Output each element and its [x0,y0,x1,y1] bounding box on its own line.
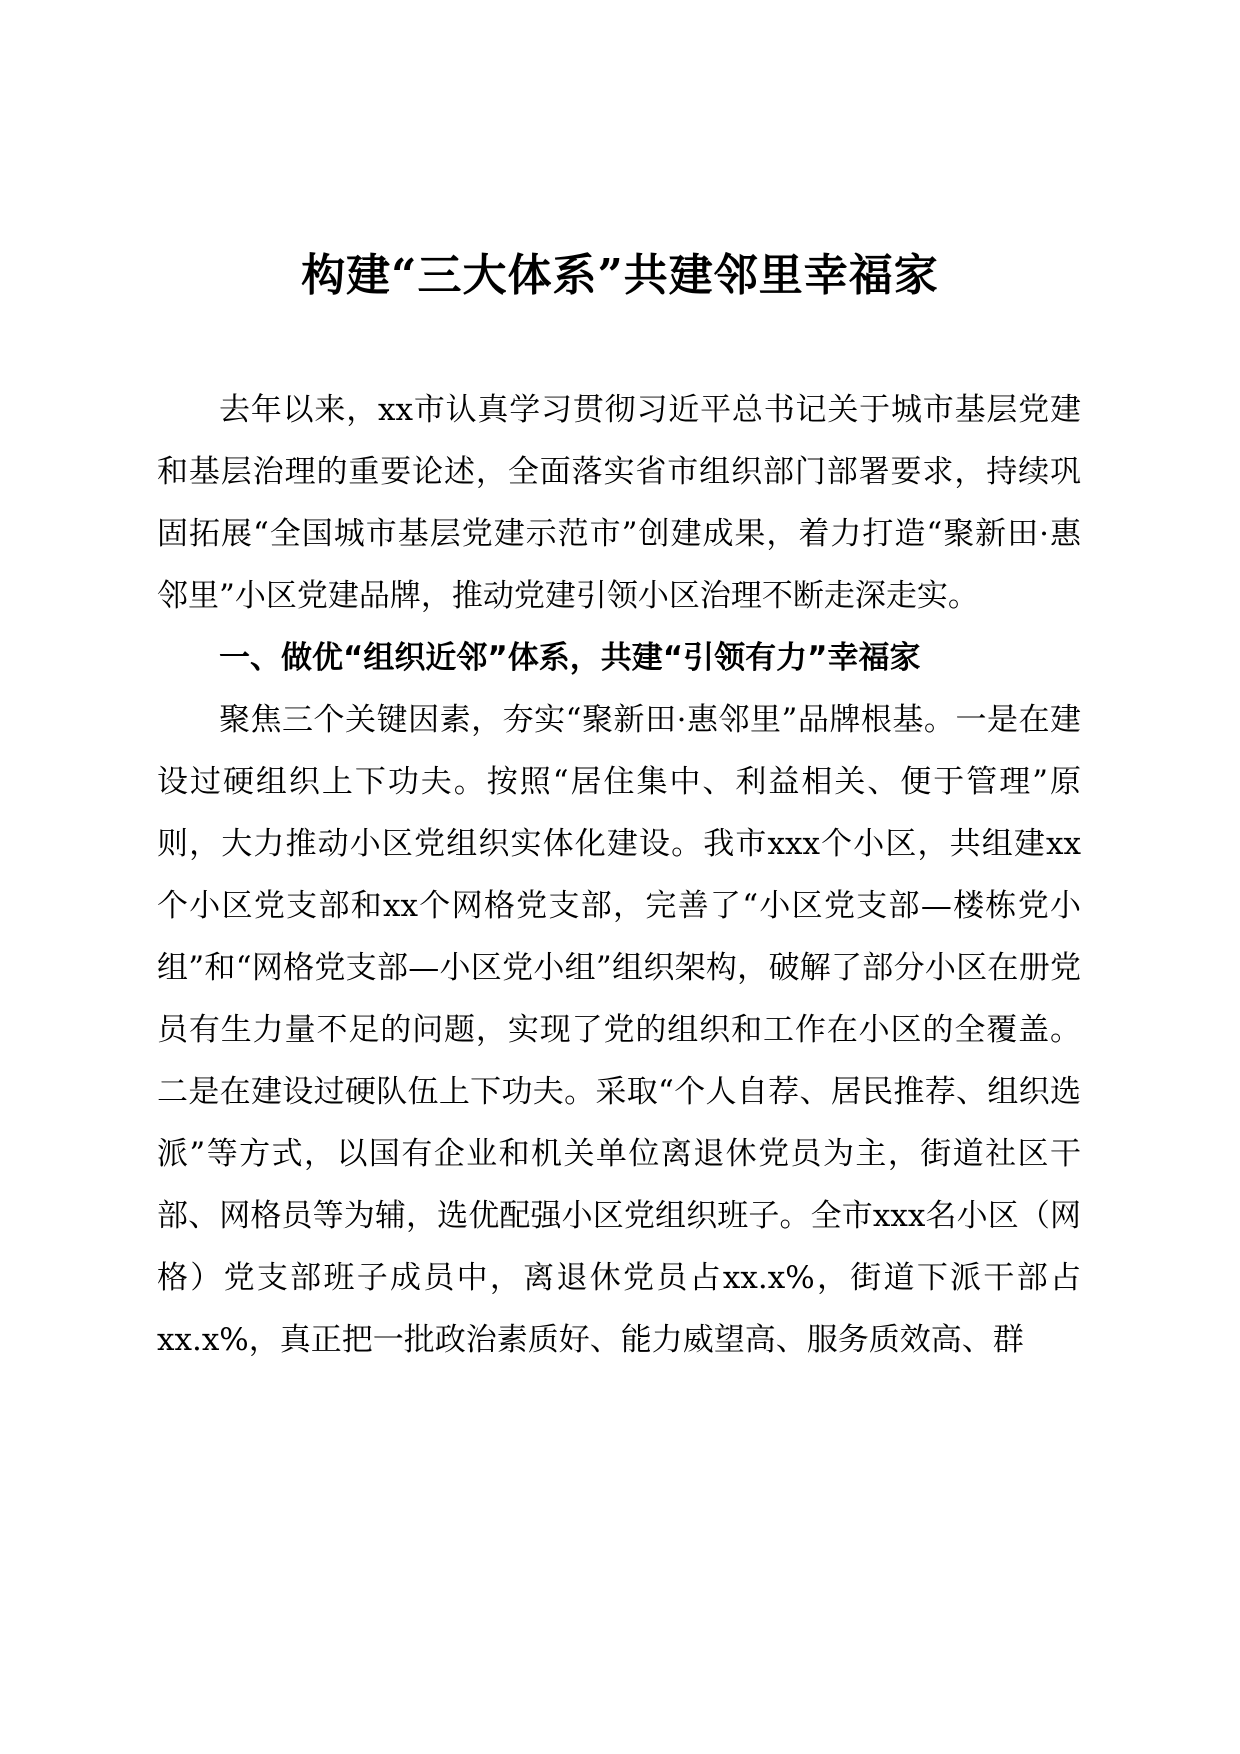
intro-paragraph: 去年以来，xx市认真学习贯彻习近平总书记关于城市基层党建和基层治理的重要论述，全面落实省市组织部门部署要求，持续巩固拓展“全国城市基层党建示范市”创建成果，着力打造“聚新田·惠邻里”小区党建品牌，推动党建引领小区治理不断走深走实。 [157,392,1081,614]
document-body [157,379,1081,1371]
document-title: 构建“三大体系”共建邻里幸福家 [301,250,939,301]
section-heading: 一、做优“组织近邻”体系，共建“引领有力”幸福家 [219,640,921,676]
section-paragraph: 聚焦三个关键因素，夯实“聚新田·惠邻里”品牌根基。一是在建设过硬组织上下功夫。按照“居住集中、利益相关、便于管理”原则，大力推动小区党组织实体化建设。我市xxx个小区，共组建xx个小区党支部和xx个网格党支部，完善了“小区党支部—楼栋党小组”和“网格党支部—小区党小组”组织架构，破解了部分小区在册党员有生力量不足的问题，实现了党的组织和工作在小区的全覆盖。二是在建设过硬队伍上下功夫。采取“个人自荐、居民推荐、组织选派”等方式，以国有企业和机关单位离退休党员为主，街道社区干部、网格员等为辅，选优配强小区党组织班子。全市xxx名小区（网格）党支部班子成员中，离退休党员占xx.x%，街道下派干部占xx.x%，真正把一批政治素质好、能力威望高、服务质效高、群 [157,702,1081,1358]
